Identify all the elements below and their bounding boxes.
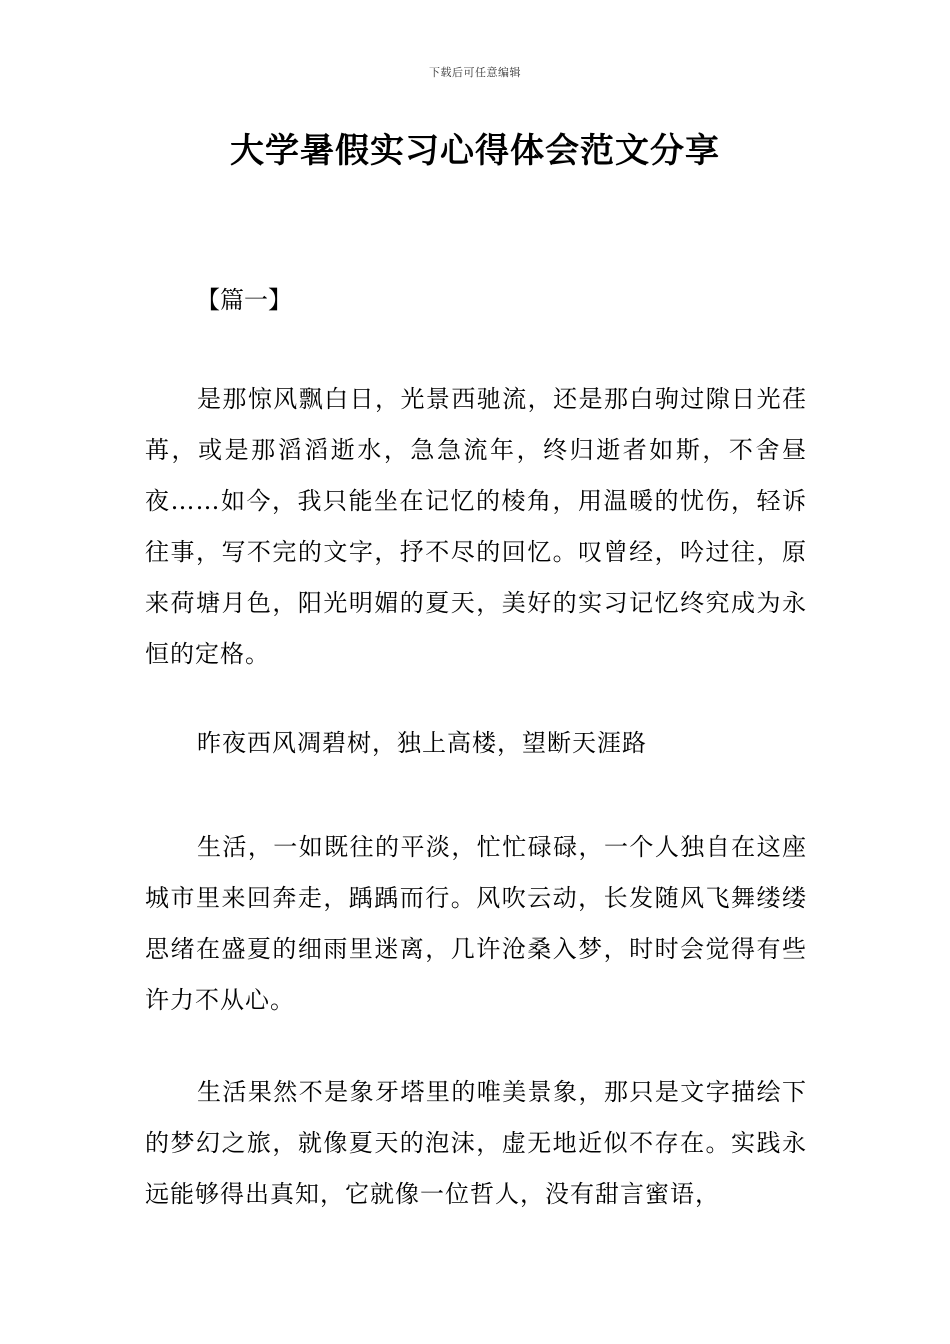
- paragraph-4: 生活果然不是象牙塔里的唯美景象，那只是文字描绘下的梦幻之旅，就像夏天的泡沫，虚无地近似不存在。实践永远能够得出真知，它就像一位哲人，没有甜言蜜语，: [145, 1078, 807, 1208]
- page-title: 大学暑假实习心得体会范文分享: [230, 131, 720, 171]
- paragraph-2: 昨夜西风凋碧树，独上高楼，望断天涯路: [197, 729, 647, 757]
- section-label: 【篇一】: [196, 286, 292, 314]
- header-note: 下载后可任意编辑: [429, 66, 521, 79]
- paragraph-3: 生活，一如既往的平淡，忙忙碌碌，一个人独自在这座城市里来回奔走，踽踽而行。风吹云动，长发随风飞舞缕缕思绪在盛夏的细雨里迷离，几许沧桑入梦，时时会觉得有些许力不从心。: [145, 833, 807, 1014]
- paragraph-1: 是那惊风飘白日，光景西驰流，还是那白驹过隙日光荏苒，或是那滔滔逝水，急急流年，终归逝者如斯，不舍昼夜……如今，我只能坐在记忆的棱角，用温暖的忧伤，轻诉往事，写不完的文字，抒不尽的回忆。叹曾经，吟过往，原来荷塘月色，阳光明媚的夏天，美好的实习记忆终究成为永恒的定格。: [145, 385, 807, 668]
